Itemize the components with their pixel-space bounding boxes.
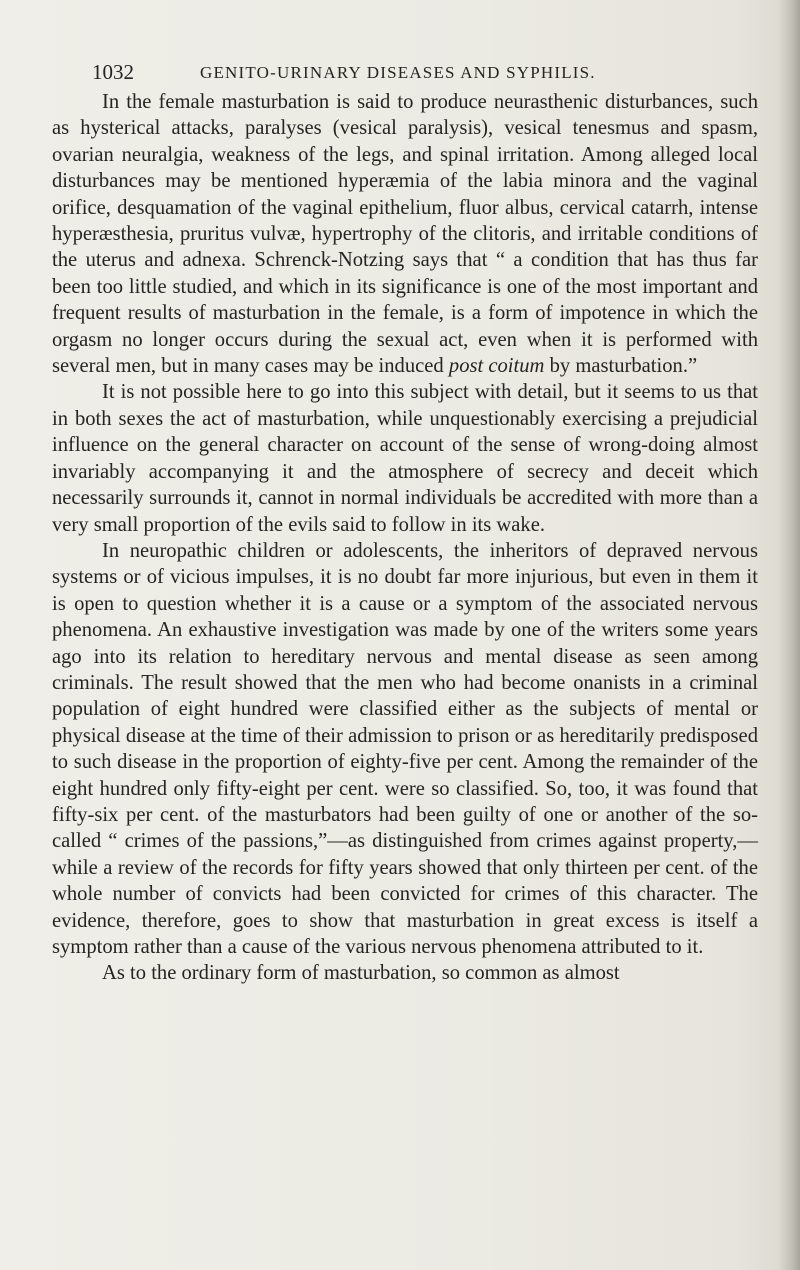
italic-phrase: post coitum: [448, 355, 545, 378]
paragraph-text: by masturbation.”: [544, 355, 698, 378]
paragraph-both-sexes: It is not possible here to go into this subject with detail, but it seems to us that in both sexes the act of masturbation, while unquestionably exercising a prejudicial influence on the general character on account of the sense of wrong-doing almost invariably accompanying it and the atmosphere of secrecy and deceit which necessarily surrounds it, cannot in normal individuals be accredited with more than a very small proportion of the evils said to follow in its wake.: [52, 381, 758, 536]
page-number: 1032: [92, 60, 134, 84]
paragraph-text: In the female masturbation is said to produce neurasthenic disturbances, such as hysterical attacks, paralyses (vesical paralysis), vesical tenesmus and spasm, ovarian neuralgia, weakness of the legs, and spinal irritation. Among alleged local disturbances may be mentioned hyperæmia of the labia minora and the vaginal orifice, desquamation of the vaginal epithelium, fluor albus, cervical catarrh, intense hyperæsthesia, pruritus vulvæ, hypertrophy of the clitoris, and irritable conditions of the uterus and adnexa. Schrenck-Notzing says that “ a condition that has thus far been too little studied, and which in its significance is one of the most important and frequent results of masturbation in the female, is a form of impotence in which the orgasm no longer occurs during the sexual act, even when it is performed with several men, but in many cases may be induced: [52, 91, 758, 378]
running-title: GENITO-URINARY DISEASES AND SYPHILIS.: [200, 63, 596, 82]
paragraph-ordinary-form: As to the ordinary form of masturbation, so common as almost: [102, 962, 620, 985]
page-header: [92, 60, 652, 84]
paragraph-neuropathic-children: In neuropathic children or adolescents, the inheritors of depraved nervous systems or of vicious impulses, it is no doubt far more injurious, but even in them it is open to question whether it is a cause or a symptom of the associated nervous phenomena. An exhaustive investigation was made by one of the writers some years ago into its relation to hereditary nervous and mental disease as seen among criminals. The result showed that the men who had become onanists in a criminal population of eight hundred were classified either as the subjects of mental or physical disease at the time of their admission to prison or as hereditarily predisposed to such disease in the proportion of eighty-five per cent. Among the remainder of the eight hundred only fifty-eight per cent. were so classified. So, too, it was found that fifty-six per cent. of the masturbators had been guilty of one or another of the so-called “ crimes of the passions,”—as distinguished from crimes against property,—while a review of the records for fifty years showed that only thirteen per cent. of the whole number of convicts had been convicted for crimes of this character. The evidence, therefore, goes to show that masturbation in great excess is itself a symptom rather than a cause of the various nervous phenomena attributed to it.: [52, 539, 758, 958]
page-edge-shadow: [778, 0, 800, 1270]
body-text: [52, 89, 758, 987]
paragraph-female-masturbation: [52, 89, 758, 379]
